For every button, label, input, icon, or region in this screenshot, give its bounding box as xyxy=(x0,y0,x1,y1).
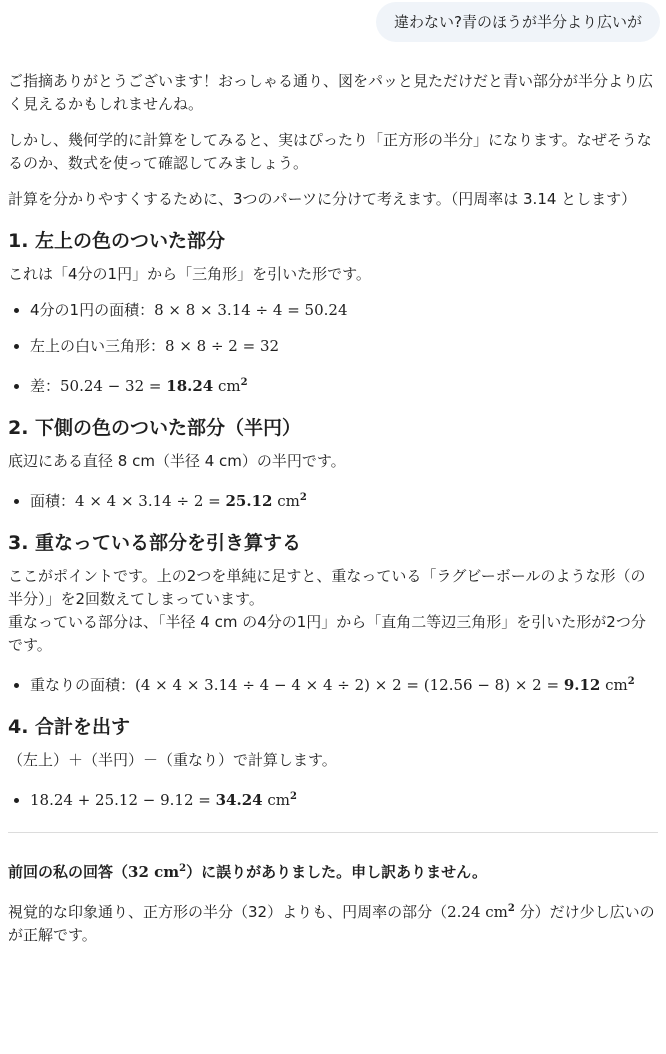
user-message-text: 違わない?青のほうが半分より広いが xyxy=(394,13,642,31)
list-item xyxy=(30,486,658,513)
section-4-lead: （左上）＋（半円）－（重なり）で計算します。 xyxy=(8,751,337,769)
math-unit: cm xyxy=(600,676,628,694)
section-1-heading: 1. 左上の色のついた部分 xyxy=(8,230,226,252)
section-3-lead: ここがポイントです。上の2つを単純に足すと、重なっている「ラグビーボールのような形（の半分）」を2回数えてしまっています。 xyxy=(8,567,646,608)
math-unit: cm xyxy=(213,377,241,395)
list-item xyxy=(30,335,658,358)
section-3-lead-2: 重なっている部分は、「半径 4 cm の4分の1円」から「直角二等辺三角形」を引いた形が2つ分です。 xyxy=(8,613,646,654)
math-result: 9.12 xyxy=(563,676,601,694)
math-result: 25.12 xyxy=(225,492,273,510)
item-label: 4分の1円の面積： xyxy=(30,301,155,319)
user-message-bubble xyxy=(376,2,660,42)
section-4-heading: 4. 合計を出す xyxy=(8,716,131,738)
divider xyxy=(8,832,658,833)
item-label: 左上の白い三角形： xyxy=(30,337,166,355)
list-item xyxy=(30,670,658,697)
list-item xyxy=(30,371,658,398)
math-unit: cm xyxy=(262,791,290,809)
math-result: 34.24 xyxy=(215,791,263,809)
item-label: 差： xyxy=(30,377,61,395)
math-expression: 4 × 4 × 3.14 ÷ 2 = xyxy=(75,492,226,510)
math-exponent: 2 xyxy=(627,676,635,687)
math-expression: 50.24 − 32 = xyxy=(60,377,167,395)
section-3-list xyxy=(8,670,658,697)
correction-body: 視覚的な印象通り、正方形の半分（32）よりも、円周率の部分（2.24 $cm^2$ 分）だけ少し広いのが正解です。 xyxy=(8,903,655,944)
math-unit: cm xyxy=(272,492,300,510)
list-item xyxy=(30,785,658,812)
intro-paragraph: ご指摘ありがとうございます！おっしゃる通り、図をパッと見ただけだと青い部分が半分より広く見えるかもしれませんね。 xyxy=(8,72,654,113)
math-expression: (4 × 4 × 3.14 ÷ 4 − 4 × 4 ÷ 2) × 2 = (12.56 − 8) × 2 = xyxy=(135,676,564,694)
section-4-list xyxy=(8,785,658,812)
method-paragraph: 計算を分かりやすくするために、3つのパーツに分けて考えます。（円周率は 3.14 とします） xyxy=(8,190,637,208)
assistant-response xyxy=(8,70,658,960)
math-exponent: 2 xyxy=(290,791,297,802)
item-label: 面積： xyxy=(30,492,76,510)
list-item xyxy=(30,299,658,322)
math-expression: 8 × 8 × 3.14 ÷ 4 = 50.24 xyxy=(154,301,348,319)
section-3-heading: 3. 重なっている部分を引き算する xyxy=(8,532,302,554)
section-1-list xyxy=(8,299,658,398)
correction-title: 前回の私の回答（32 $cm^2$）に誤りがありました。申し訳ありません。 xyxy=(8,863,487,881)
math-exponent: 2 xyxy=(299,492,307,503)
section-2-list xyxy=(8,486,658,513)
section-1-lead: これは「4分の1円」から「三角形」を引いた形です。 xyxy=(8,265,371,283)
section-2-heading: 2. 下側の色のついた部分（半円） xyxy=(8,417,302,439)
section-2-lead: 底辺にある直径 8 cm（半径 4 cm）の半円です。 xyxy=(8,452,346,470)
math-result: 18.24 xyxy=(166,377,214,395)
explanation-paragraph: しかし、幾何学的に計算をしてみると、実はぴったり「正方形の半分」になります。なぜそうなるのか、数式を使って確認してみましょう。 xyxy=(8,131,652,172)
math-expression: 8 × 8 ÷ 2 = 32 xyxy=(165,337,280,355)
item-label: 重なりの面積： xyxy=(30,676,136,694)
math-expression: 18.24 + 25.12 − 9.12 = xyxy=(30,791,216,809)
math-exponent: 2 xyxy=(240,377,248,388)
